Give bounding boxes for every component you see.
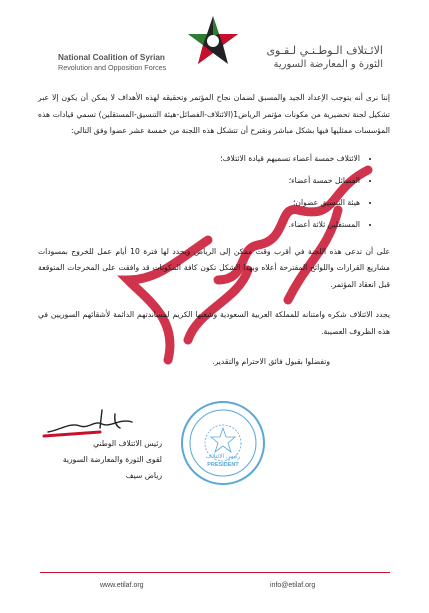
coalition-logo-icon xyxy=(186,14,240,68)
org-name-english-line1: National Coalition of Syrian xyxy=(58,53,165,62)
stamp-title-english: PRESIDENT xyxy=(207,462,239,468)
letter-body xyxy=(38,90,390,371)
signatory-block xyxy=(62,436,162,484)
org-name-arabic-line1: الائـتلاف الـوطـنـي لـقـوى xyxy=(266,44,383,57)
org-name-english-line2: Revolution and Opposition Forces xyxy=(58,63,167,72)
signatory-name: رياض سيف xyxy=(125,471,162,480)
footer-divider xyxy=(40,572,390,573)
signatory-organization: لقوى الثورة والمعارضة السورية xyxy=(62,455,162,464)
official-stamp-icon xyxy=(180,400,266,486)
signatory-title: رئيس الائتلاف الوطني xyxy=(93,439,162,448)
org-name-arabic-line2: الثورة و المعارضة السورية xyxy=(273,59,383,70)
list-item: • هيئة التنسيق عضوان؛ xyxy=(38,192,360,214)
letterhead xyxy=(0,0,429,80)
list-item: • الفصائل خمسة أعضاء؛ xyxy=(38,170,360,192)
body-paragraph-3: يجدد الائتلاف شكره وامتنانه للمملكة العربية السعودية وشعبها الكريم لمساندتهم الدائمة لأشقائهم السوريين في هذه الظروف العصيبة. xyxy=(38,310,390,336)
body-paragraph-1: إننا نرى أنه يتوجب الإعداد الجيد والمسبق لضمان نجاح المؤتمر وتحقيقه لهذه الأهداف لا يمكن أن يكون إلا عبر تشكيل لجنة تحضيرية من مكونات مؤتمر الرياض1(الائتلاف-الفصائل-هيئة التنسيق-المستقلين) تسمي قيادات هذه المؤسسات ممثليها فيها بشكل مباشر ونقترح أن تتشكل هذه اللجنة من خمسة عشر عضوا وفق التالي: xyxy=(38,93,390,135)
org-name-english xyxy=(58,52,166,73)
list-item: • الائتلاف خمسة أعضاء تسميهم قيادة الائتلاف؛ xyxy=(38,148,360,170)
list-item: • المستقلين ثلاثة أعضاء. xyxy=(38,214,360,236)
org-name-arabic xyxy=(266,44,383,72)
stamp-title-arabic: رئيس الائتلاف xyxy=(205,453,241,460)
committee-members-list xyxy=(38,148,390,236)
closing-line: وتفضلوا بقبول فائق الاحترام والتقدير. xyxy=(212,357,330,366)
footer-website-link[interactable]: www.etilaf.org xyxy=(100,582,144,589)
footer-email-link[interactable]: info@etilaf.org xyxy=(270,582,316,589)
body-paragraph-2: على أن تدعى هذه اللجنة في أقرب وقت ممكن إلى الرياض ويحدد لها فترة 10 أيام عمل للخروج بمسودات مشاريع القرارات واللوائح المقترحة أعلاه وبهذا الشكل تكون كافة المكونات قد وافقت على المخرجات المتوقعة قبل انعقاد المؤتمر. xyxy=(38,246,391,289)
